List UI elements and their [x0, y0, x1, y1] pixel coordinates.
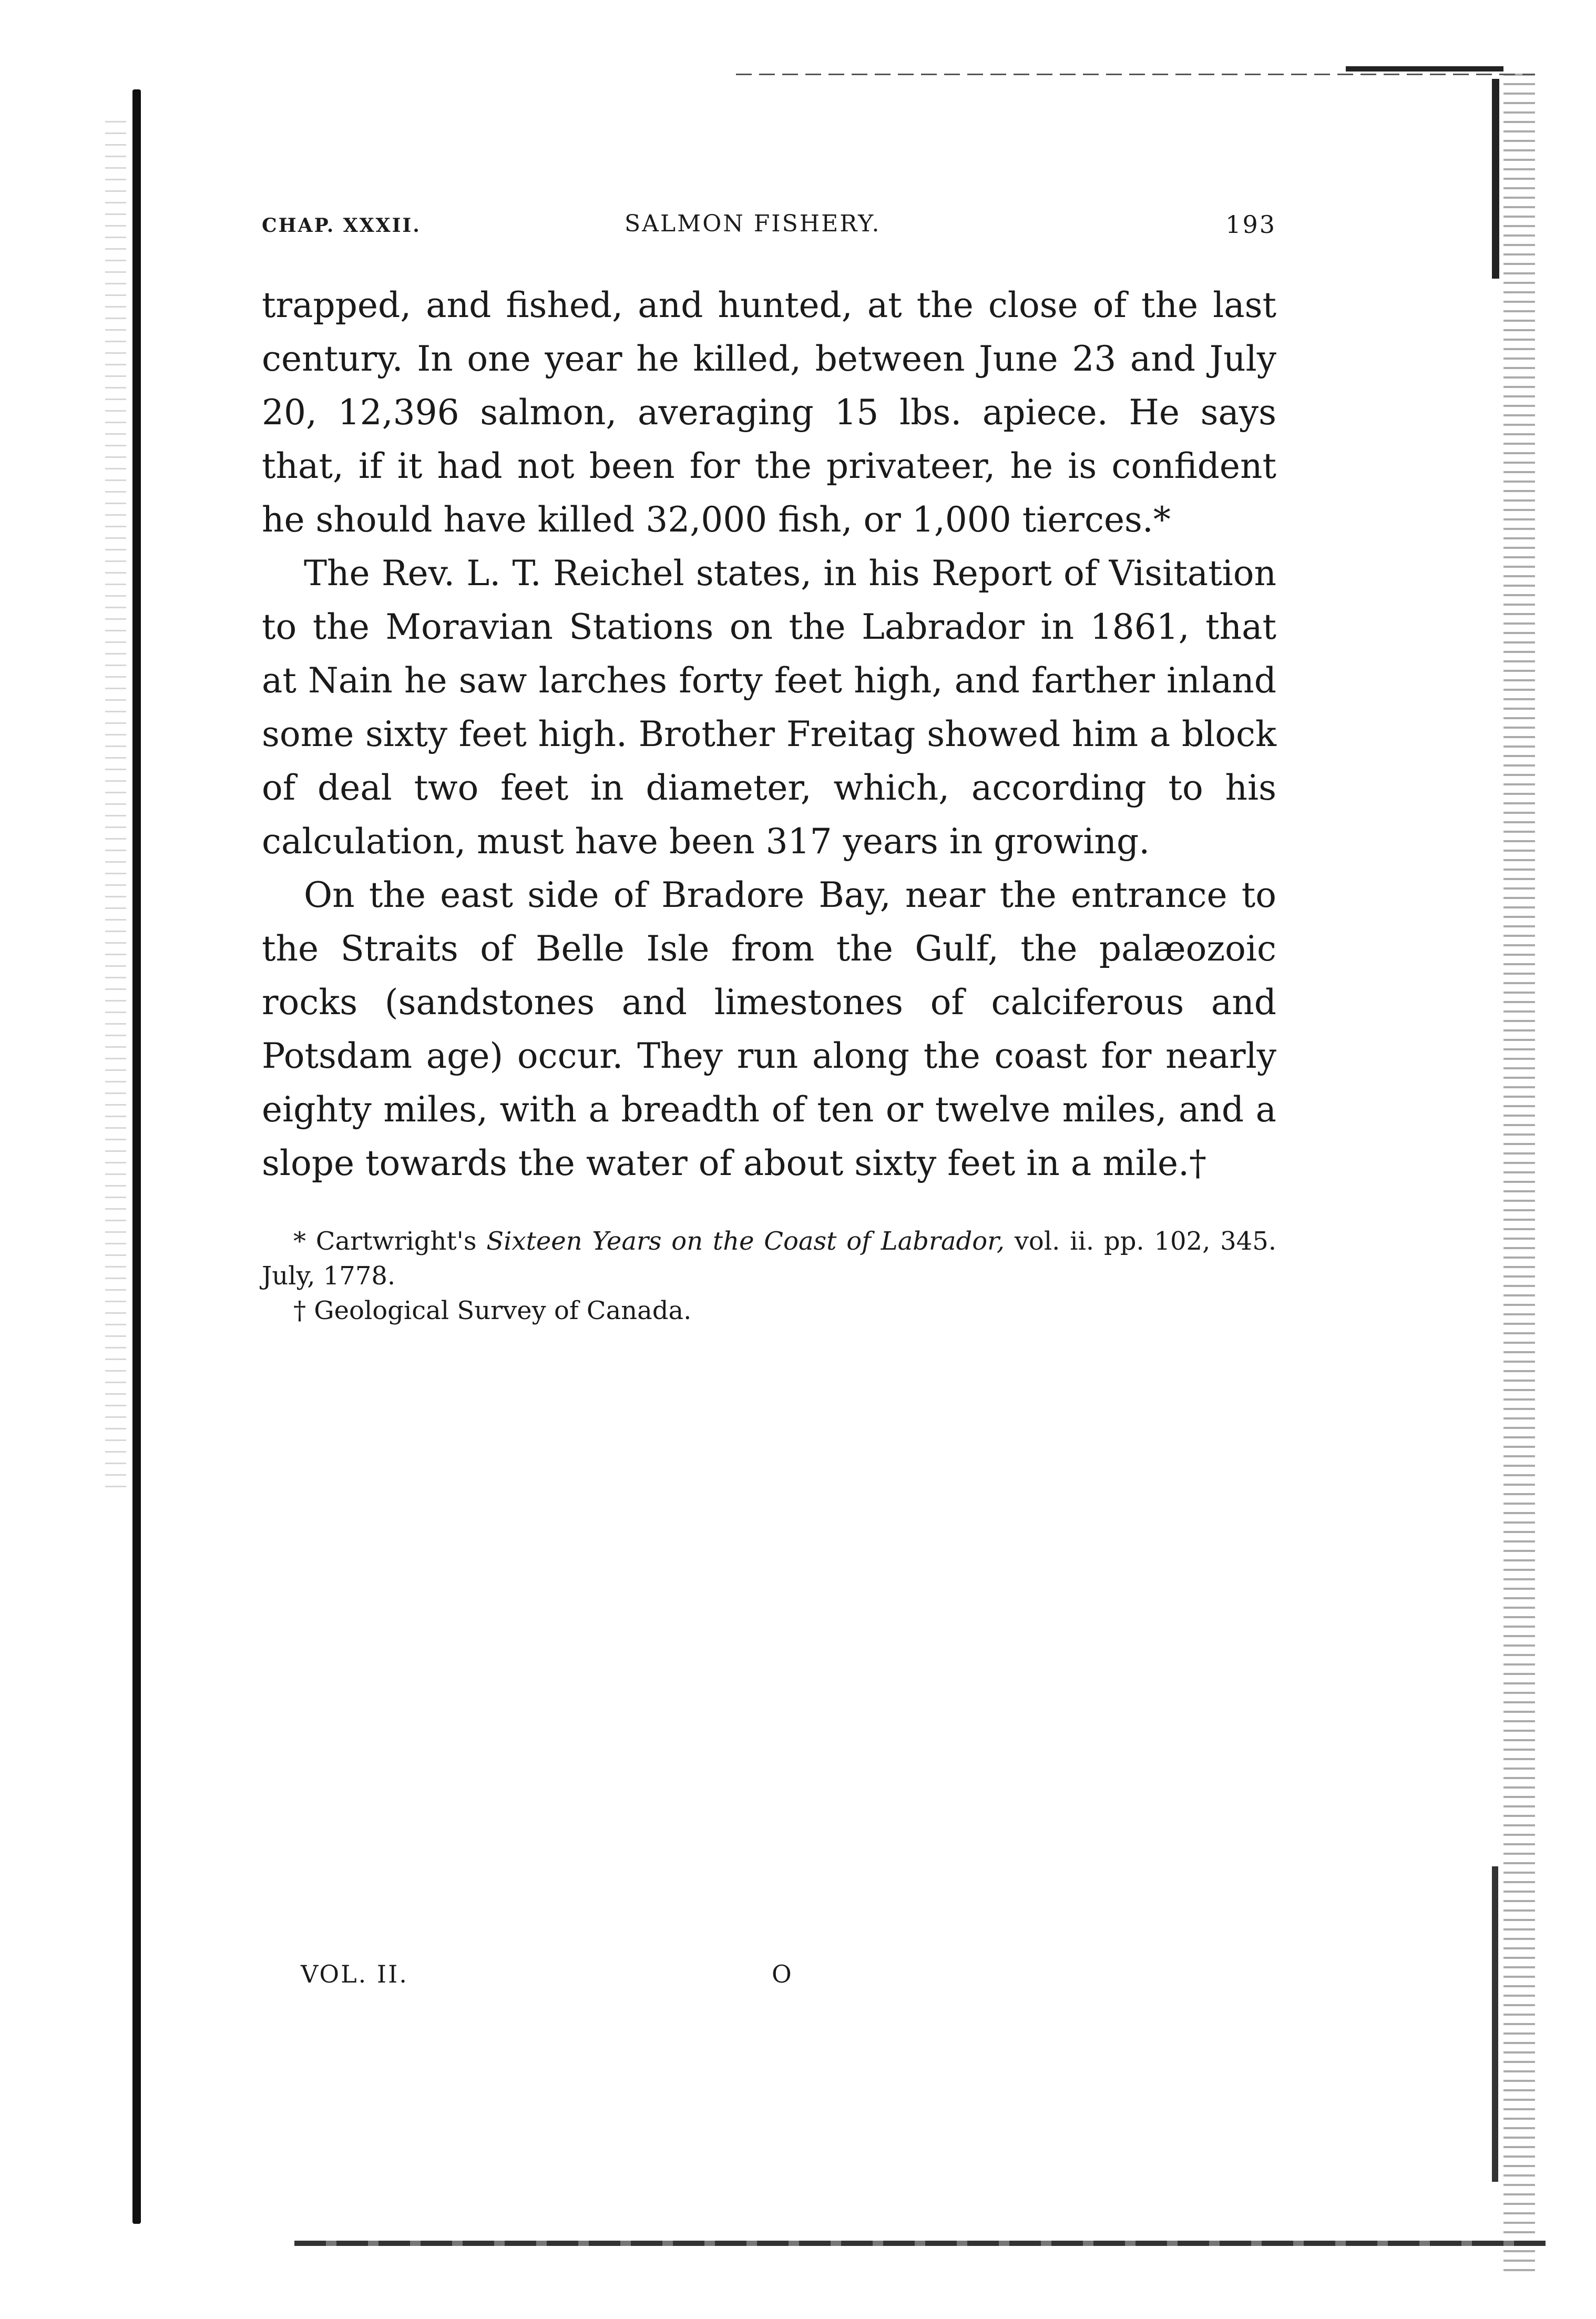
- body-text: [262, 279, 1276, 1190]
- running-title: SALMON FISHERY.: [625, 210, 881, 237]
- scan-speckle-left: [105, 121, 126, 1488]
- footnote-1: [262, 1224, 1276, 1293]
- footnote-1-prefix: * Cartwright's: [293, 1227, 487, 1256]
- signature-mark: O: [772, 1960, 792, 1988]
- scan-edge-top-thick: [1346, 66, 1503, 71]
- footnotes: [262, 1224, 1276, 1328]
- scan-edge-right: [1503, 74, 1535, 2271]
- volume-label: VOL. II.: [301, 1960, 408, 1988]
- scan-edge-bottom: [294, 2241, 1546, 2246]
- paragraph-3: On the east side of Bradore Bay, near the entrance to the Straits of Belle Isle from the Gulf, the palæozoic rocks (sandstones and limestones of calciferous and Potsdam age) occur. They run along the coast for nearly eighty miles, with a breadth of ten or twelve miles, and a slope towards the water of about sixty feet in a mile.†: [262, 875, 1276, 1183]
- footnote-1-title: Sixteen Years on the Coast of Labrador,: [486, 1227, 1005, 1256]
- scan-edge-right-top: [1492, 79, 1499, 279]
- paragraph-1: trapped, and fished, and hunted, at the close of the last century. In one year he killed, between June 23 and July 20, 12,396 salmon, averaging 15 lbs. apiece. He says that, if it had not been for the privateer, he is confident he should have killed 32,000 fish, or 1,000 tierces.*: [262, 285, 1276, 540]
- footnote-2: † Geological Survey of Canada.: [293, 1296, 692, 1325]
- paragraph-2: The Rev. L. T. Reichel states, in his Report of Visitation to the Moravian Stations on the Labrador in 1861, that at Nain he saw larches forty feet high, and farther inland some sixty feet high. Brother Freitag showed him a block of deal two feet in diameter, which, according to his calculation, must have been 317 years in growing.: [262, 553, 1276, 862]
- footnote-1-suffix: vol. ii. pp. 102, 345. July, 1778.: [262, 1227, 1276, 1291]
- scan-edge-top: [736, 74, 1535, 75]
- binding-edge-left: [132, 89, 141, 2224]
- scan-edge-right-bottom: [1492, 1866, 1498, 2182]
- chapter-label: CHAP. XXXII.: [262, 214, 421, 237]
- running-head: [262, 210, 1276, 247]
- page-number: 193: [1225, 210, 1276, 239]
- page-content: [262, 210, 1276, 1328]
